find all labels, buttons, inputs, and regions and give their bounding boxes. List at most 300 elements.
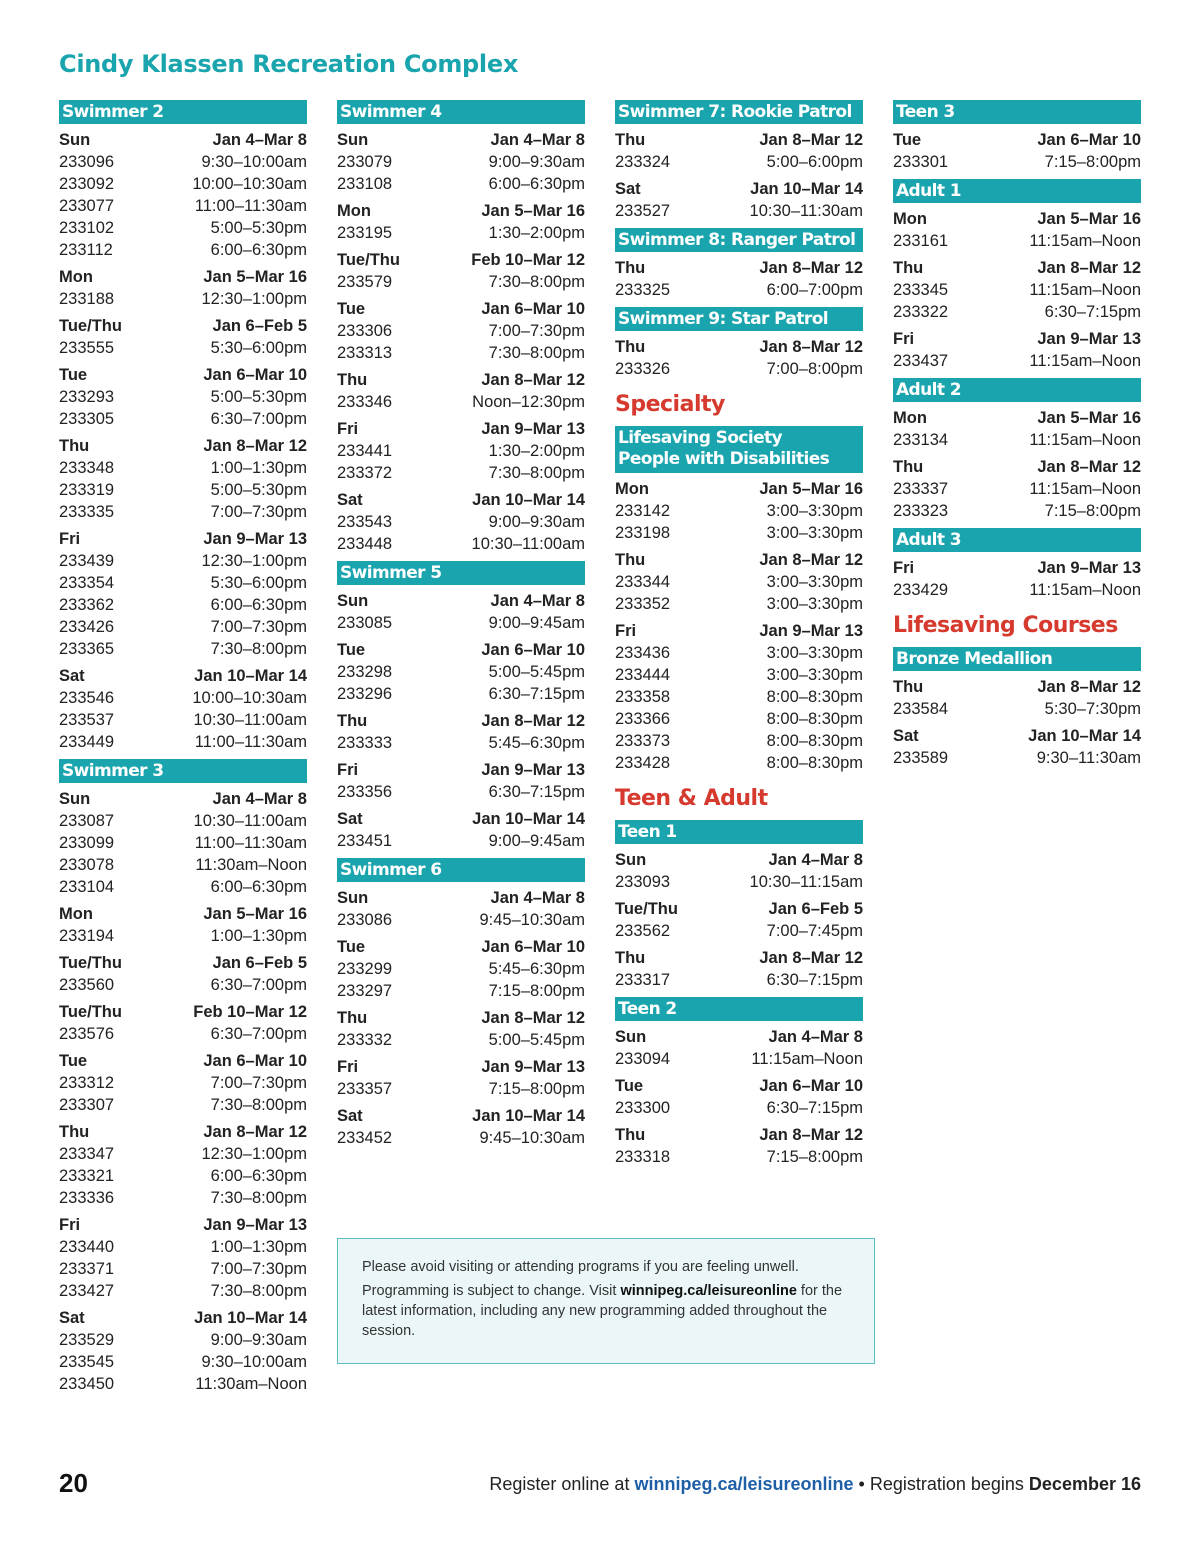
program-time: 9:30–10:00am — [201, 1353, 307, 1371]
schedule-group — [59, 788, 307, 898]
date-range: Jan 9–Mar 13 — [1037, 330, 1141, 348]
program-time: 5:00–5:45pm — [488, 663, 585, 681]
schedule-day-row — [59, 266, 307, 288]
date-range: Jan 4–Mar 8 — [490, 592, 585, 610]
schedule-group — [337, 249, 585, 293]
section-heading: Swimmer 9: Star Patrol — [615, 307, 863, 331]
program-row — [615, 522, 863, 544]
schedule-group — [59, 1001, 307, 1045]
program-time: 11:15am–Noon — [1029, 352, 1141, 370]
schedule-day-row — [337, 1105, 585, 1127]
schedule-day-row — [615, 1026, 863, 1048]
program-row — [59, 288, 307, 310]
program-code: 233134 — [893, 431, 949, 449]
program-row — [337, 271, 585, 293]
day-label: Thu — [615, 949, 646, 967]
schedule-group — [59, 1050, 307, 1116]
program-code: 233352 — [615, 595, 671, 613]
section-swimmer-6 — [337, 887, 585, 1149]
footer — [489, 1474, 1141, 1495]
day-label: Tue/Thu — [337, 251, 400, 269]
schedule-day-row — [337, 369, 585, 391]
program-time: 9:00–9:45am — [488, 614, 585, 632]
program-code: 233087 — [59, 812, 115, 830]
program-row — [615, 969, 863, 991]
date-range: Jan 6–Mar 10 — [1037, 131, 1141, 149]
program-code: 233094 — [615, 1050, 671, 1068]
day-label: Sun — [337, 592, 369, 610]
section-heading: Teen 3 — [893, 100, 1141, 124]
schedule-day-row — [615, 849, 863, 871]
program-time: 8:00–8:30pm — [766, 732, 863, 750]
schedule-group — [337, 1105, 585, 1149]
date-range: Feb 10–Mar 12 — [193, 1003, 307, 1021]
program-time: 12:30–1:00pm — [201, 290, 307, 308]
program-code: 233448 — [337, 535, 393, 553]
program-time: 5:00–5:30pm — [210, 219, 307, 237]
schedule-group — [337, 936, 585, 1002]
program-time: 7:00–7:30pm — [488, 322, 585, 340]
schedule-group — [337, 1056, 585, 1100]
program-code: 233317 — [615, 971, 671, 989]
schedule-group — [59, 435, 307, 523]
column-2 — [337, 100, 585, 1149]
day-label: Fri — [893, 330, 915, 348]
section-heading-line: Lifesaving Society — [618, 428, 783, 448]
program-time: 1:00–1:30pm — [210, 1238, 307, 1256]
program-time: 6:30–7:00pm — [210, 976, 307, 994]
schedule-group — [615, 336, 863, 380]
program-row — [59, 195, 307, 217]
date-range: Jan 5–Mar 16 — [481, 202, 585, 220]
date-range: Jan 8–Mar 12 — [1037, 678, 1141, 696]
program-row — [59, 572, 307, 594]
program-code: 233560 — [59, 976, 115, 994]
program-code: 233354 — [59, 574, 115, 592]
program-time: 8:00–8:30pm — [766, 754, 863, 772]
program-code: 233451 — [337, 832, 393, 850]
program-row — [59, 1236, 307, 1258]
program-row — [59, 239, 307, 261]
schedule-day-row — [337, 129, 585, 151]
program-time: 7:30–8:00pm — [488, 464, 585, 482]
day-label: Tue — [59, 1052, 88, 1070]
program-time: 1:30–2:00pm — [488, 442, 585, 460]
program-time: Noon–12:30pm — [472, 393, 585, 411]
schedule-day-row — [59, 1307, 307, 1329]
program-row — [615, 642, 863, 664]
program-time: 6:30–7:15pm — [1044, 303, 1141, 321]
program-row — [615, 1097, 863, 1119]
program-code: 233293 — [59, 388, 115, 406]
schedule-day-row — [893, 557, 1141, 579]
date-range: Jan 9–Mar 13 — [759, 622, 863, 640]
day-label: Sat — [59, 1309, 85, 1327]
schedule-day-row — [337, 418, 585, 440]
program-time: 11:30am–Noon — [195, 856, 307, 874]
program-row — [337, 320, 585, 342]
program-code: 233305 — [59, 410, 115, 428]
schedule-group — [893, 328, 1141, 372]
schedule-day-row — [893, 257, 1141, 279]
program-row — [337, 462, 585, 484]
date-range: Jan 8–Mar 12 — [759, 131, 863, 149]
program-row — [615, 686, 863, 708]
program-time: 9:00–9:30am — [210, 1331, 307, 1349]
program-time: 6:00–6:30pm — [210, 241, 307, 259]
schedule-day-row — [337, 298, 585, 320]
program-code: 233450 — [59, 1375, 115, 1393]
schedule-day-row — [893, 725, 1141, 747]
schedule-day-row — [59, 1214, 307, 1236]
section-swimmer-7-rookie-patrol — [615, 129, 863, 222]
schedule-group — [615, 549, 863, 615]
day-label: Thu — [893, 458, 924, 476]
program-row — [59, 1143, 307, 1165]
section-bronze-medallion — [893, 676, 1141, 769]
schedule-day-row — [615, 898, 863, 920]
program-code: 233300 — [615, 1099, 671, 1117]
date-range: Jan 10–Mar 14 — [472, 1107, 585, 1125]
program-time: 3:00–3:30pm — [766, 666, 863, 684]
program-time: 3:00–3:30pm — [766, 573, 863, 591]
program-row — [59, 687, 307, 709]
section-heading — [615, 426, 863, 473]
program-code: 233299 — [337, 960, 393, 978]
schedule-day-row — [337, 200, 585, 222]
date-range: Jan 9–Mar 13 — [203, 530, 307, 548]
day-label: Sat — [337, 810, 363, 828]
day-label: Sat — [337, 491, 363, 509]
schedule-group — [59, 903, 307, 947]
program-code: 233326 — [615, 360, 671, 378]
date-range: Feb 10–Mar 12 — [471, 251, 585, 269]
section-lifesaving-society-people-with-disabilities — [615, 478, 863, 774]
program-time: 11:15am–Noon — [1029, 281, 1141, 299]
section-heading: Adult 3 — [893, 528, 1141, 552]
section-swimmer-3 — [59, 788, 307, 1395]
date-range: Jan 5–Mar 16 — [1037, 210, 1141, 228]
program-time: 10:30–11:30am — [749, 202, 863, 220]
schedule-day-row — [59, 952, 307, 974]
section-teen-2 — [615, 1026, 863, 1168]
program-time: 11:15am–Noon — [1029, 480, 1141, 498]
schedule-day-row — [893, 456, 1141, 478]
schedule-day-row — [893, 328, 1141, 350]
program-row — [59, 1351, 307, 1373]
program-row — [59, 479, 307, 501]
schedule-day-row — [59, 903, 307, 925]
program-code: 233366 — [615, 710, 671, 728]
program-row — [615, 151, 863, 173]
footer-link[interactable]: winnipeg.ca/leisureonline — [634, 1474, 854, 1494]
date-range: Jan 8–Mar 12 — [1037, 259, 1141, 277]
program-code: 233142 — [615, 502, 671, 520]
program-code: 233576 — [59, 1025, 115, 1043]
program-row — [337, 732, 585, 754]
section-swimmer-4 — [337, 129, 585, 555]
program-row — [615, 708, 863, 730]
program-row — [615, 358, 863, 380]
program-code: 233301 — [893, 153, 949, 171]
category-heading-teen-and-adult: Teen & Adult — [615, 786, 768, 811]
schedule-day-row — [59, 528, 307, 550]
date-range: Jan 6–Mar 10 — [203, 366, 307, 384]
date-range: Jan 5–Mar 16 — [1037, 409, 1141, 427]
program-time: 7:00–7:30pm — [210, 1260, 307, 1278]
day-label: Sat — [337, 1107, 363, 1125]
section-heading: Teen 2 — [615, 997, 863, 1021]
section-heading: Swimmer 7: Rookie Patrol — [615, 100, 863, 124]
program-code: 233336 — [59, 1189, 115, 1207]
program-time: 11:00–11:30am — [194, 834, 307, 852]
date-range: Jan 4–Mar 8 — [490, 889, 585, 907]
program-row — [59, 832, 307, 854]
program-code: 233436 — [615, 644, 671, 662]
schedule-group — [59, 665, 307, 753]
program-code: 233297 — [337, 982, 393, 1000]
date-range: Jan 10–Mar 14 — [472, 491, 585, 509]
schedule-group — [59, 528, 307, 660]
section-heading: Swimmer 3 — [59, 759, 307, 783]
program-row — [337, 342, 585, 364]
program-code: 233195 — [337, 224, 393, 242]
day-label: Tue/Thu — [615, 900, 678, 918]
date-range: Jan 8–Mar 12 — [203, 1123, 307, 1141]
day-label: Sat — [615, 180, 641, 198]
date-range: Jan 6–Feb 5 — [768, 900, 863, 918]
program-code: 233324 — [615, 153, 671, 171]
program-time: 11:15am–Noon — [1029, 581, 1141, 599]
program-time: 6:00–6:30pm — [210, 878, 307, 896]
program-code: 233078 — [59, 856, 115, 874]
date-range: Jan 8–Mar 12 — [759, 338, 863, 356]
program-time: 7:15–8:00pm — [1044, 502, 1141, 520]
schedule-group — [59, 1307, 307, 1395]
day-label: Tue — [893, 131, 922, 149]
program-time: 11:15am–Noon — [1029, 232, 1141, 250]
program-row — [59, 408, 307, 430]
schedule-group — [337, 418, 585, 484]
program-time: 7:15–8:00pm — [488, 982, 585, 1000]
program-code: 233077 — [59, 197, 115, 215]
program-code: 233306 — [337, 322, 393, 340]
schedule-group — [893, 208, 1141, 252]
day-label: Thu — [615, 551, 646, 569]
day-label: Thu — [893, 678, 924, 696]
program-row — [615, 752, 863, 774]
program-time: 1:00–1:30pm — [210, 927, 307, 945]
schedule-group — [59, 1121, 307, 1209]
day-label: Sun — [59, 790, 91, 808]
date-range: Jan 10–Mar 14 — [1028, 727, 1141, 745]
program-row — [615, 1048, 863, 1070]
program-time: 1:00–1:30pm — [210, 459, 307, 477]
program-code: 233449 — [59, 733, 115, 751]
program-time: 12:30–1:00pm — [201, 552, 307, 570]
program-time: 11:30am–Noon — [195, 1375, 307, 1393]
program-row — [337, 173, 585, 195]
program-time: 7:00–7:30pm — [210, 1074, 307, 1092]
program-code: 233332 — [337, 1031, 393, 1049]
section-heading: Adult 1 — [893, 179, 1141, 203]
program-code: 233325 — [615, 281, 671, 299]
date-range: Jan 8–Mar 12 — [203, 437, 307, 455]
program-row — [59, 854, 307, 876]
footer-prefix: Register online at — [489, 1474, 635, 1494]
day-label: Tue/Thu — [59, 317, 122, 335]
day-label: Thu — [337, 371, 368, 389]
program-time: 6:30–7:15pm — [766, 971, 863, 989]
program-code: 233093 — [615, 873, 671, 891]
program-row — [59, 386, 307, 408]
date-range: Jan 9–Mar 13 — [481, 420, 585, 438]
schedule-group — [337, 639, 585, 705]
program-row — [893, 429, 1141, 451]
schedule-day-row — [337, 887, 585, 909]
day-label: Mon — [893, 210, 927, 228]
program-code: 233333 — [337, 734, 393, 752]
program-time: 6:00–6:30pm — [210, 1167, 307, 1185]
date-range: Jan 6–Mar 10 — [759, 1077, 863, 1095]
date-range: Jan 8–Mar 12 — [759, 551, 863, 569]
program-code: 233188 — [59, 290, 115, 308]
program-row — [337, 612, 585, 634]
program-row — [59, 1187, 307, 1209]
schedule-day-row — [59, 1050, 307, 1072]
schedule-group — [59, 129, 307, 261]
day-label: Mon — [337, 202, 371, 220]
program-time: 6:30–7:00pm — [210, 1025, 307, 1043]
program-code: 233099 — [59, 834, 115, 852]
schedule-group — [615, 898, 863, 942]
schedule-day-row — [337, 710, 585, 732]
program-time: 5:30–6:00pm — [210, 339, 307, 357]
section-swimmer-8-ranger-patrol — [615, 257, 863, 301]
notice-link[interactable]: winnipeg.ca/leisureonline — [620, 1283, 797, 1299]
day-label: Thu — [615, 259, 646, 277]
program-code: 233543 — [337, 513, 393, 531]
date-range: Jan 4–Mar 8 — [212, 131, 307, 149]
program-row — [615, 920, 863, 942]
program-row — [337, 1127, 585, 1149]
schedule-day-row — [337, 1056, 585, 1078]
footer-middle: • Registration begins — [853, 1474, 1029, 1494]
day-label: Sun — [337, 889, 369, 907]
program-row — [337, 661, 585, 683]
section-heading: Bronze Medallion — [893, 647, 1141, 671]
day-label: Fri — [337, 761, 359, 779]
schedule-group — [337, 369, 585, 413]
program-time: 7:30–8:00pm — [210, 1189, 307, 1207]
schedule-day-row — [615, 549, 863, 571]
program-row — [615, 593, 863, 615]
schedule-day-row — [337, 1007, 585, 1029]
program-time: 3:00–3:30pm — [766, 524, 863, 542]
program-time: 5:00–6:00pm — [766, 153, 863, 171]
program-row — [337, 151, 585, 173]
program-row — [893, 301, 1141, 323]
date-range: Jan 6–Feb 5 — [212, 317, 307, 335]
schedule-day-row — [59, 435, 307, 457]
day-label: Tue — [337, 641, 366, 659]
program-row — [59, 1329, 307, 1351]
day-label: Fri — [59, 1216, 81, 1234]
program-row — [893, 500, 1141, 522]
day-label: Sun — [615, 1028, 647, 1046]
schedule-group — [59, 266, 307, 310]
program-time: 7:15–8:00pm — [1044, 153, 1141, 171]
program-code: 233365 — [59, 640, 115, 658]
schedule-day-row — [337, 808, 585, 830]
section-swimmer-2 — [59, 129, 307, 753]
date-range: Jan 4–Mar 8 — [768, 851, 863, 869]
program-row — [615, 664, 863, 686]
program-row — [893, 698, 1141, 720]
program-row — [59, 709, 307, 731]
program-code: 233085 — [337, 614, 393, 632]
schedule-group — [337, 590, 585, 634]
program-code: 233555 — [59, 339, 115, 357]
program-time: 5:45–6:30pm — [488, 734, 585, 752]
date-range: Jan 6–Feb 5 — [212, 954, 307, 972]
schedule-day-row — [893, 407, 1141, 429]
date-range: Jan 5–Mar 16 — [203, 905, 307, 923]
section-heading: Swimmer 2 — [59, 100, 307, 124]
day-label: Thu — [615, 1126, 646, 1144]
program-time: 12:30–1:00pm — [201, 1145, 307, 1163]
schedule-group — [893, 725, 1141, 769]
program-time: 9:00–9:30am — [488, 513, 585, 531]
notice-box — [337, 1238, 875, 1364]
program-time: 5:30–6:00pm — [210, 574, 307, 592]
program-code: 233579 — [337, 273, 393, 291]
program-code: 233319 — [59, 481, 115, 499]
program-code: 233312 — [59, 1074, 115, 1092]
program-code: 233108 — [337, 175, 393, 193]
program-code: 233584 — [893, 700, 949, 718]
schedule-day-row — [337, 639, 585, 661]
program-time: 6:30–7:15pm — [766, 1099, 863, 1117]
schedule-day-row — [337, 489, 585, 511]
day-label: Mon — [615, 480, 649, 498]
program-row — [615, 500, 863, 522]
program-time: 5:00–5:30pm — [210, 388, 307, 406]
schedule-day-row — [615, 257, 863, 279]
program-code: 233426 — [59, 618, 115, 636]
program-row — [337, 1029, 585, 1051]
program-time: 5:00–5:30pm — [210, 481, 307, 499]
program-code: 233092 — [59, 175, 115, 193]
program-time: 7:30–8:00pm — [210, 640, 307, 658]
program-row — [59, 457, 307, 479]
schedule-day-row — [59, 315, 307, 337]
program-code: 233198 — [615, 524, 671, 542]
program-code: 233194 — [59, 927, 115, 945]
program-code: 233372 — [337, 464, 393, 482]
schedule-day-row — [615, 1124, 863, 1146]
program-code: 233096 — [59, 153, 115, 171]
day-label: Fri — [893, 559, 915, 577]
schedule-group — [59, 364, 307, 430]
program-row — [615, 730, 863, 752]
program-row — [59, 217, 307, 239]
section-adult-3 — [893, 557, 1141, 601]
schedule-day-row — [59, 364, 307, 386]
program-time: 3:00–3:30pm — [766, 644, 863, 662]
section-swimmer-9-star-patrol — [615, 336, 863, 380]
program-time: 10:30–11:00am — [193, 812, 307, 830]
